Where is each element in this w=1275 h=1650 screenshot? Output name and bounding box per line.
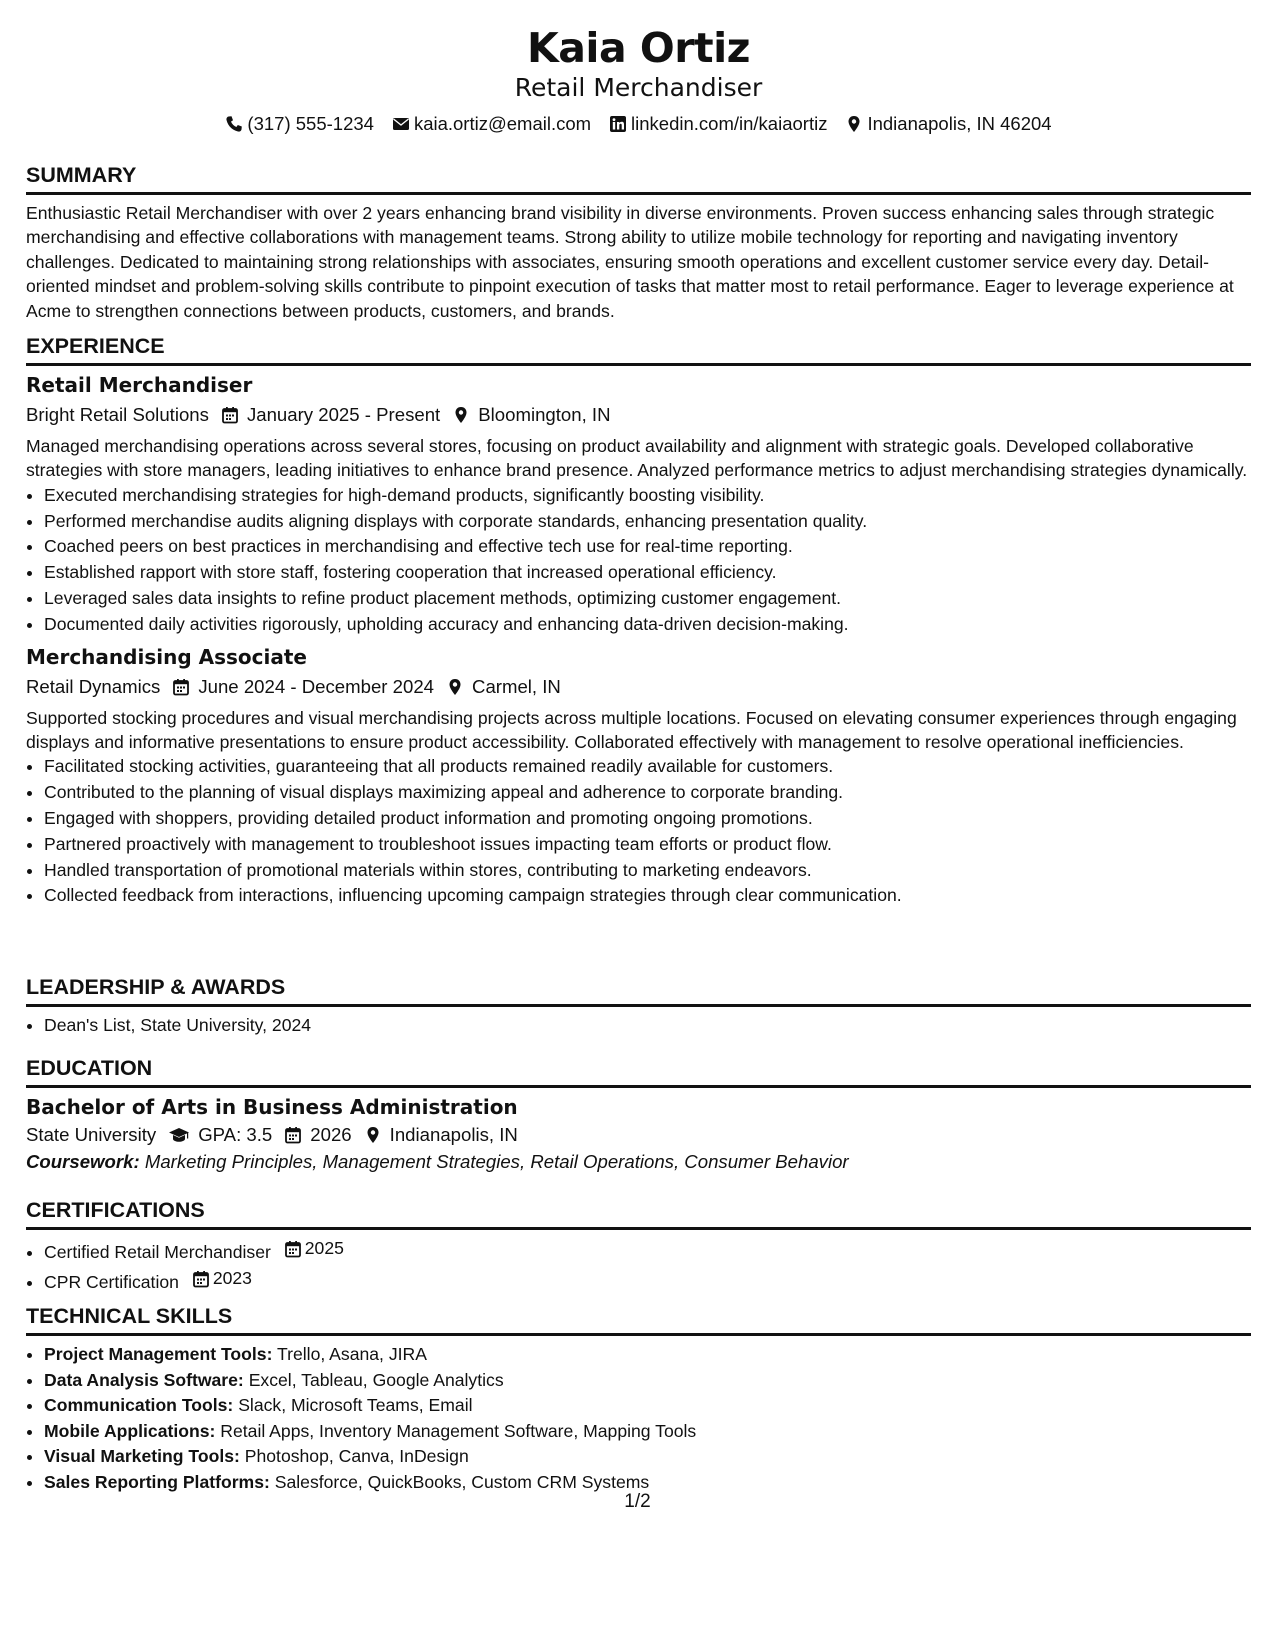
list-item	[44, 1342, 1251, 1368]
calendar-icon	[172, 678, 190, 696]
email-text: kaia.ortiz@email.com	[413, 113, 592, 134]
summary-section	[26, 162, 1251, 323]
coursework-line	[26, 1148, 1251, 1176]
skill-label: Visual Marketing Tools:	[44, 1446, 240, 1466]
education-heading: EDUCATION	[26, 1055, 1251, 1088]
awards-heading: LEADERSHIP & AWARDS	[26, 974, 1251, 1007]
job-meta	[26, 674, 1251, 700]
degree-title: Bachelor of Arts in Business Administration	[26, 1095, 518, 1119]
list-item: • Performed merchandise audits aligning displays with corporate standards, enhancing presentation quality.	[44, 509, 1251, 535]
job-description: Supported stocking procedures and visual merchandising projects across multiple locations. Focused on elevating consumer experiences through engaging displays and informative presentations to ensure product accessibility. Collaborated effectively with management to resolve operational inefficiencies.	[26, 707, 1237, 752]
location-text: Indianapolis, IN 46204	[867, 113, 1052, 134]
cert-year: 2025	[304, 1238, 344, 1258]
awards-list	[26, 1013, 1251, 1039]
education-year	[284, 1122, 351, 1148]
contact-location	[845, 112, 1051, 136]
skill-value: Retail Apps, Inventory Management Software, Mapping Tools	[220, 1420, 697, 1441]
cert-name: Certified Retail Merchandiser	[44, 1241, 271, 1262]
list-item: • Established rapport with store staff, fostering cooperation that increased operational efficiency.	[44, 560, 1251, 586]
map-marker-icon	[845, 115, 863, 133]
job-description: Managed merchandising operations across several stores, focusing on product availability and alignment with strategic goals. Developed collaborative strategies with store managers, leading initiatives to enhance brand presence. Analyzed performance metrics to adjust merchandising strategies dynamically.	[26, 436, 1248, 481]
list-item	[44, 1444, 1251, 1470]
job-location	[452, 402, 610, 428]
job-bullets	[26, 483, 1251, 638]
list-item: • Documented daily activities rigorously, upholding accuracy and enhancing data-driven decision-making.	[44, 612, 1251, 638]
skill-value: Photoshop, Canva, InDesign	[244, 1446, 469, 1466]
gpa-text: GPA: 3.5	[198, 1124, 273, 1145]
cert-date	[284, 1236, 344, 1262]
summary-text: Enthusiastic Retail Merchandiser with over 2 years enhancing brand visibility in diverse environments. Proven success enhancing sales through strategic merchandising and effective collaborations with management teams. Strong ability to utilize mobile technology for reporting and navigating inventory challenges. Dedicated to maintaining strong relationships with associates, ensuring smooth operations and excellent customer service every day. Detail-oriented mindset and problem-solving skills contribute to pinpoint execution of tasks that matter most to retail performance. Eager to leverage experience at Acme to strengthen connections between products, customers, and brands.	[26, 203, 1234, 321]
list-item	[44, 1368, 1251, 1394]
contact-linkedin[interactable]	[609, 112, 827, 136]
education-gpa	[168, 1122, 272, 1148]
list-item	[44, 1266, 1251, 1296]
skill-label: Sales Reporting Platforms:	[44, 1471, 270, 1492]
job-entry	[26, 644, 1251, 910]
list-item	[44, 1419, 1251, 1445]
job-company: Bright Retail Solutions	[26, 404, 209, 425]
education-location-text: Indianapolis, IN	[389, 1124, 518, 1145]
phone-text: (317) 555-1234	[247, 113, 374, 134]
skill-label: Project Management Tools:	[44, 1344, 273, 1364]
certifications-section	[26, 1197, 1251, 1295]
graduation-cap-icon	[168, 1126, 190, 1144]
certifications-heading: CERTIFICATIONS	[26, 1197, 1251, 1230]
job-location-text: Bloomington, IN	[478, 404, 611, 425]
skill-label: Mobile Applications:	[44, 1420, 216, 1441]
job-dates	[221, 402, 440, 428]
job-company: Retail Dynamics	[26, 675, 161, 697]
list-item: • Partnered proactively with management to troubleshoot issues impacting team efforts or product flow.	[44, 832, 1251, 858]
page-number: 1/2	[624, 1491, 651, 1512]
contact-phone[interactable]	[225, 112, 374, 136]
phone-icon	[225, 115, 243, 133]
education-meta	[26, 1122, 1251, 1148]
skill-value: Salesforce, QuickBooks, Custom CRM Systems	[274, 1471, 650, 1492]
coursework-text: Marketing Principles, Management Strategies, Retail Operations, Consumer Behavior	[144, 1151, 849, 1172]
job-bullets	[26, 754, 1251, 909]
candidate-title: Retail Merchandiser	[514, 73, 763, 102]
education-section	[26, 1055, 1251, 1176]
resume-header	[26, 0, 1251, 136]
certifications-list	[26, 1236, 1251, 1295]
job-dates	[172, 674, 434, 700]
calendar-icon	[284, 1126, 302, 1144]
job-title: Retail Merchandiser	[26, 373, 253, 397]
list-item: • Collected feedback from interactions, influencing upcoming campaign strategies through clear communication.	[44, 883, 1251, 909]
job-location-text: Carmel, IN	[472, 675, 561, 697]
job-meta	[26, 402, 1251, 428]
job-title: Merchandising Associate	[26, 644, 307, 669]
job-location	[446, 674, 561, 700]
list-item: • Contributed to the planning of visual displays maximizing appeal and adherence to corporate branding.	[44, 780, 1251, 806]
skill-value: Slack, Microsoft Teams, Email	[238, 1395, 473, 1415]
list-item	[44, 1236, 1251, 1266]
job-entry	[26, 372, 1251, 638]
skill-label: Data Analysis Software:	[44, 1369, 244, 1390]
resume-page	[26, 0, 1251, 1492]
experience-heading: EXPERIENCE	[26, 333, 1251, 366]
list-item: • Handled transportation of promotional materials within stores, contributing to marketing endeavors.	[44, 858, 1251, 884]
cert-name: CPR Certification	[44, 1271, 179, 1292]
envelope-icon	[392, 115, 410, 133]
education-location	[364, 1122, 518, 1148]
contact-bar	[26, 112, 1251, 136]
map-marker-icon	[446, 678, 464, 696]
skill-value: Trello, Asana, JIRA	[277, 1344, 427, 1364]
coursework-label: Coursework:	[26, 1151, 140, 1172]
list-item: • Executed merchandising strategies for high-demand products, significantly boosting visibility.	[44, 483, 1251, 509]
calendar-icon	[284, 1240, 302, 1258]
skills-heading: TECHNICAL SKILLS	[26, 1303, 1251, 1336]
cert-year: 2023	[212, 1267, 252, 1288]
linkedin-icon	[609, 115, 627, 133]
calendar-icon	[221, 406, 239, 424]
year-text: 2026	[310, 1124, 352, 1145]
skills-section	[26, 1303, 1251, 1495]
contact-email[interactable]	[392, 112, 591, 136]
cert-date	[192, 1266, 252, 1292]
job-dates-text: June 2024 - December 2024	[198, 675, 435, 697]
list-item: • Engaged with shoppers, providing detailed product information and promoting ongoing promotions.	[44, 806, 1251, 832]
linkedin-text: linkedin.com/in/kaiaortiz	[631, 113, 828, 134]
awards-section	[26, 974, 1251, 1039]
map-marker-icon	[364, 1126, 382, 1144]
skill-label: Communication Tools:	[44, 1395, 234, 1415]
job-dates-text: January 2025 - Present	[246, 404, 441, 425]
calendar-icon	[192, 1270, 210, 1288]
map-marker-icon	[452, 406, 470, 424]
list-item: • Leveraged sales data insights to refine product placement methods, optimizing customer engagement.	[44, 586, 1251, 612]
school-name: State University	[26, 1124, 157, 1145]
candidate-name: Kaia Ortiz	[526, 24, 751, 72]
skill-value: Excel, Tableau, Google Analytics	[248, 1369, 504, 1390]
experience-section	[26, 333, 1251, 909]
list-item	[44, 1393, 1251, 1419]
summary-heading: SUMMARY	[26, 162, 1251, 195]
list-item: • Facilitated stocking activities, guaranteeing that all products remained readily available for customers.	[44, 754, 1251, 780]
list-item: • Coached peers on best practices in merchandising and effective tech use for real-time reporting.	[44, 534, 1251, 560]
list-item: • Dean's List, State University, 2024	[44, 1013, 1251, 1039]
skills-list	[26, 1342, 1251, 1495]
